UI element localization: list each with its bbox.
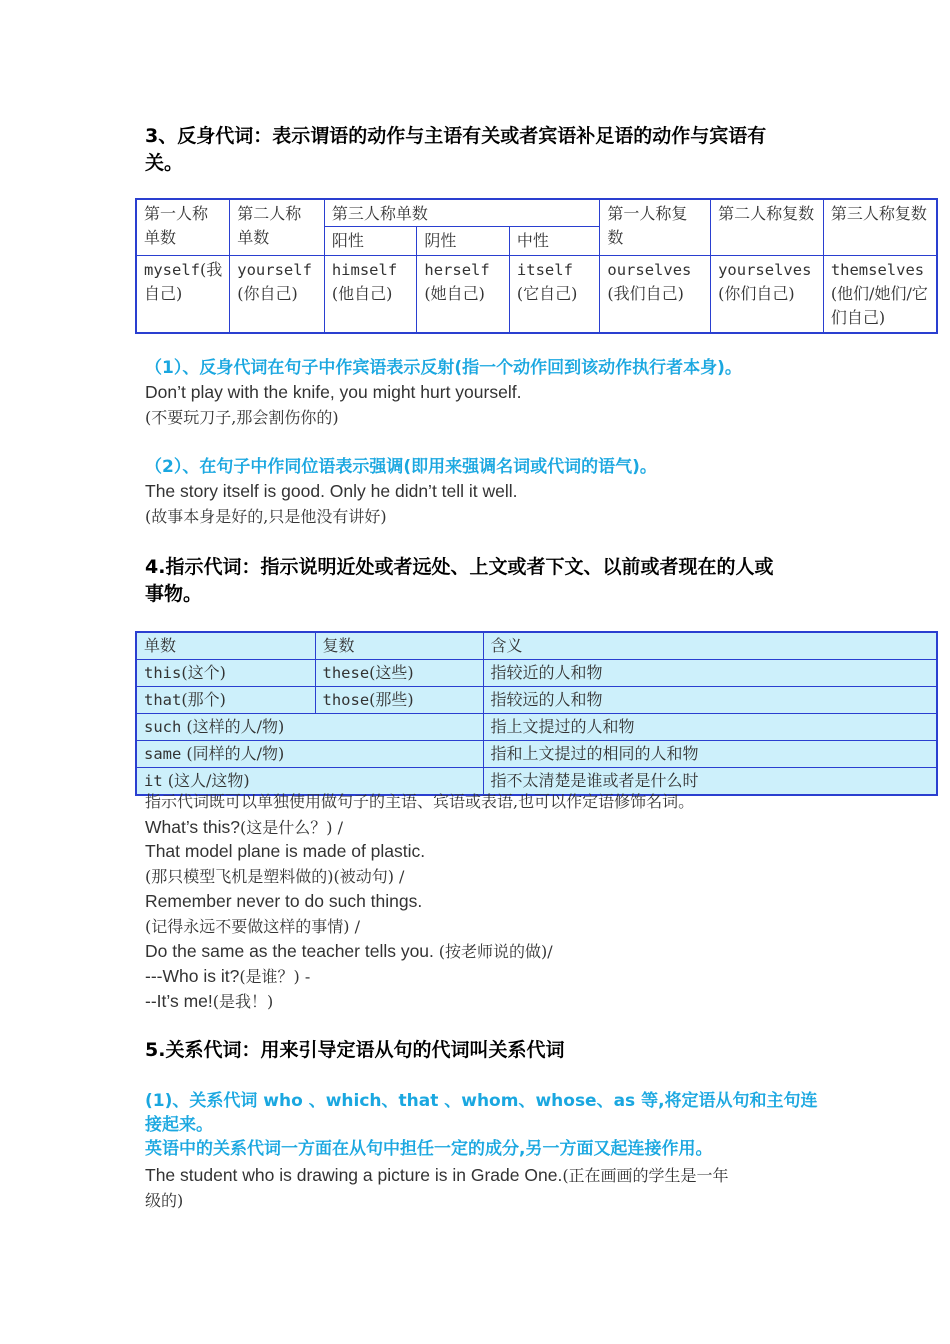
table-row — [136, 256, 937, 334]
section3-heading: 3、反身代词：表示谓语的动作与主语有关或者宾语补足语的动作与宾语有 关。 — [145, 125, 767, 174]
table-cell: these(这些) — [315, 660, 483, 687]
point-2-title: （2）、在句子中作同位语表示强调(即用来强调名词或代词的语气)。 — [145, 457, 657, 477]
header-feminine: 阴性 — [417, 227, 510, 256]
point-1-title: （1）、反身代词在句子中作宾语表示反射(指一个动作回到该动作执行者本身)。 — [145, 358, 742, 378]
example-line: What’s this?(这是什么？) / — [145, 817, 343, 837]
table-cell: this(这个) — [136, 660, 315, 687]
table-cell: itself (它自己) — [509, 256, 599, 334]
example-english: Don’t play with the knife, you might hurt yourself. — [145, 382, 522, 402]
point-1-title: (1)、关系代词 who 、which、that 、whom、whose、as 等,将定语从句和主句连 接起来。 英语中的关系代词一方面在从句中担任一定的成分,另一方面又起连接作用。 — [145, 1091, 818, 1159]
header-first-person-singular: 第一人称单数 — [136, 199, 230, 256]
header-third-person-singular: 第三人称单数 — [324, 199, 600, 227]
header-neuter: 中性 — [509, 227, 599, 256]
example-chinese: (那只模型飞机是塑料做的)(被动句) / — [145, 867, 405, 886]
table-cell: 指上文提过的人和物 — [483, 714, 937, 741]
table-cell: same (同样的人/物) — [136, 741, 483, 768]
header-plural: 复数 — [315, 632, 483, 660]
table-cell: it (这人/这物) — [136, 768, 483, 796]
table-cell: such (这样的人/物) — [136, 714, 483, 741]
header-second-person-singular: 第二人称单数 — [230, 199, 325, 256]
table-cell: 指和上文提过的相同的人和物 — [483, 741, 937, 768]
example-chinese: 级的) — [145, 1191, 184, 1210]
table-cell: 指较远的人和物 — [483, 687, 937, 714]
table-cell: those(那些) — [315, 687, 483, 714]
table-row — [136, 741, 937, 768]
header-second-person-plural: 第二人称复数 — [711, 199, 824, 256]
example-line: --It’s me!(是我！) — [145, 991, 274, 1011]
table-cell: herself (她自己) — [417, 256, 510, 334]
table-cell: yourselves (你们自己) — [711, 256, 824, 334]
example-english: Remember never to do such things. — [145, 891, 423, 911]
example-english: That model plane is made of plastic. — [145, 841, 426, 861]
example-line: ---Who is it?(是谁？) - — [145, 966, 311, 986]
table-cell: 指较近的人和物 — [483, 660, 937, 687]
table-cell: himself (他自己) — [324, 256, 417, 334]
table-cell: yourself (你自己) — [230, 256, 325, 334]
header-singular: 单数 — [136, 632, 315, 660]
table-row — [136, 660, 937, 687]
table-header-row — [136, 199, 937, 227]
table-cell: themselves (他们/她们/它们自己) — [823, 256, 937, 334]
table-row — [136, 714, 937, 741]
table-cell: that(那个) — [136, 687, 315, 714]
example-chinese: (不要玩刀子,那会割伤你的) — [145, 408, 339, 427]
table-cell: 指不太清楚是谁或者是什么时 — [483, 768, 937, 796]
header-masculine: 阳性 — [324, 227, 417, 256]
example-line: The student who is drawing a picture is in Grade One.(正在画画的学生是一年 — [145, 1165, 729, 1185]
example-english: The story itself is good. Only he didn’t tell it well. — [145, 481, 518, 501]
header-first-person-plural: 第一人称复数 — [600, 199, 711, 256]
demonstrative-pronoun-table — [135, 631, 938, 796]
section5-heading: 5.关系代词：用来引导定语从句的代词叫关系代词 — [145, 1039, 565, 1061]
table-cell: ourselves (我们自己) — [600, 256, 711, 334]
header-third-person-plural: 第三人称复数 — [823, 199, 937, 256]
demonstrative-note: 指示代词既可以单独使用做句子的主语、宾语或表语,也可以作定语修饰名词。 — [145, 792, 695, 811]
table-header-row — [136, 632, 937, 660]
table-cell: myself(我自己) — [136, 256, 230, 334]
header-meaning: 含义 — [483, 632, 937, 660]
table-row — [136, 687, 937, 714]
reflexive-pronoun-table — [135, 198, 938, 334]
example-line: Do the same as the teacher tells you. (按老师说的做)/ — [145, 941, 553, 961]
example-chinese: (记得永远不要做这样的事情) / — [145, 917, 360, 936]
example-chinese: (故事本身是好的,只是他没有讲好) — [145, 507, 387, 526]
section4-heading: 4.指示代词：指示说明近处或者远处、上文或者下文、以前或者现在的人或 事物。 — [145, 556, 774, 605]
